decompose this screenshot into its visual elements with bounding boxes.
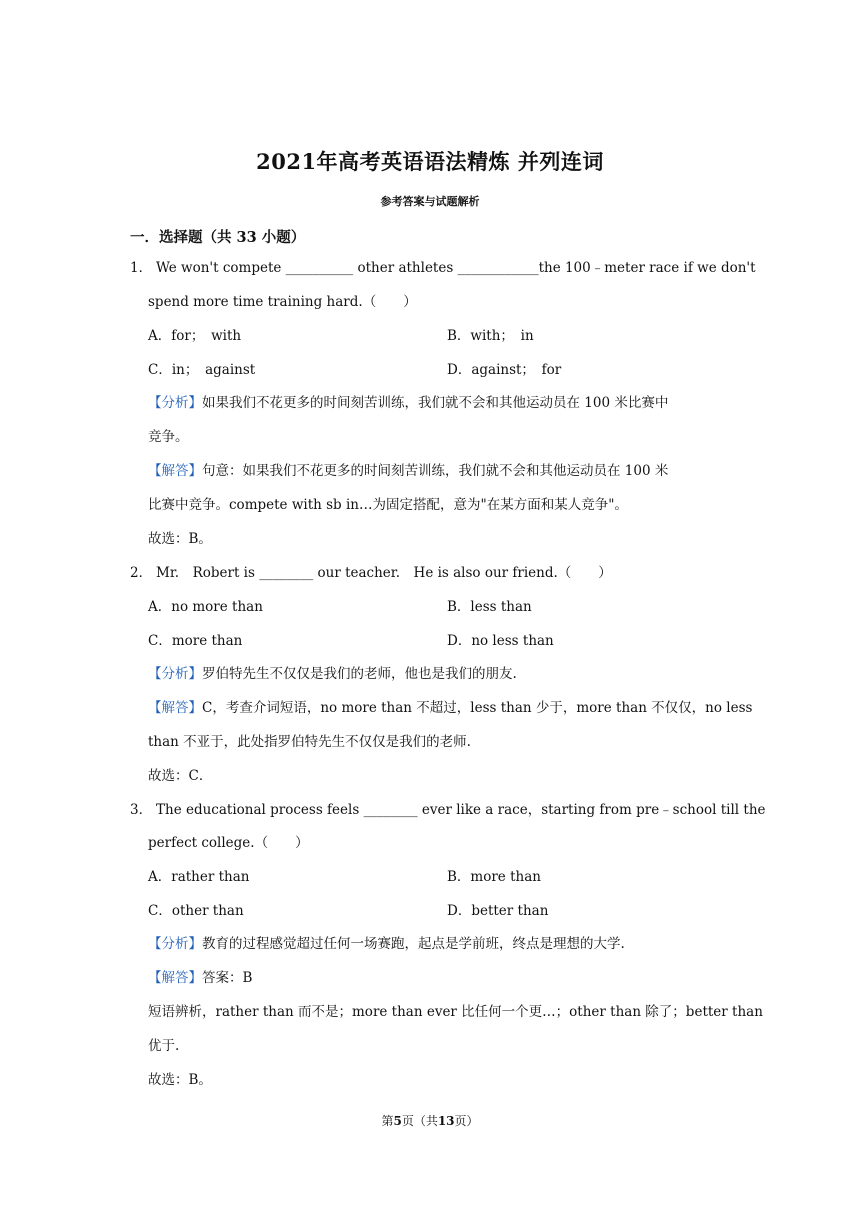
page-footer: [0, 1112, 860, 1129]
analysis-tag: 【分析】: [148, 936, 202, 952]
solution-text: 句意：如果我们不花更多的时间刻苦训练，我们就不会和其他运动员在 100 米: [202, 463, 669, 479]
analysis-text: 罗伯特先生不仅仅是我们的老师，他也是我们的朋友.: [202, 666, 517, 682]
option-b: B．less than: [447, 599, 532, 615]
option-c: C．more than: [148, 633, 243, 649]
explanation-line: 优于.: [148, 1038, 180, 1054]
explanation-line: 短语辨析，rather than 而不是；more than ever 比任何一个更…；other than 除了；better than: [148, 1004, 763, 1020]
option-c: C．other than: [148, 903, 244, 919]
question-number: 2．: [130, 565, 153, 581]
question-stem-line: spend more time training hard.（ ）: [148, 294, 417, 310]
analysis-line: [148, 394, 668, 412]
question-stem-line: perfect college.（ ）: [148, 835, 309, 851]
solution-line: [148, 699, 753, 717]
question-number: 1．: [130, 260, 153, 276]
question-stem-line: The educational process feels ________ ever like a race，starting from pre﹣school till the: [156, 802, 766, 818]
analysis-line: [148, 665, 517, 683]
solution-tag: 【解答】: [148, 970, 202, 986]
analysis-text: 教育的过程感觉超过任何一场赛跑，起点是学前班，终点是理想的大学.: [202, 936, 625, 952]
question-stem-line: We won't compete __________ other athletes ____________the 100﹣meter race if we don't: [156, 260, 756, 276]
footer-middle: 页（共: [401, 1114, 438, 1128]
footer-page-number: 5: [393, 1114, 402, 1128]
page-title: 2021年高考英语语法精炼 并列连词: [256, 149, 604, 174]
solution-text: C，考查介词短语，no more than 不超过，less than 少于，more than 不仅仅，no less: [202, 700, 753, 716]
question-number: 3．: [130, 802, 153, 818]
answer-line: 故选：B。: [148, 1072, 212, 1088]
option-b: B．with； in: [447, 328, 534, 344]
page-subtitle: 参考答案与试题解析: [380, 195, 480, 208]
analysis-line: [148, 935, 625, 953]
analysis-line: 竞争。: [148, 429, 189, 445]
option-a: A．rather than: [148, 869, 250, 885]
answer-line: 故选：B。: [148, 531, 212, 547]
option-d: D．better than: [447, 903, 549, 919]
option-d: D．no less than: [447, 633, 554, 649]
option-d: D．against； for: [447, 362, 562, 378]
solution-line: [148, 969, 252, 987]
option-a: A．for； with: [148, 328, 242, 344]
solution-line: 比赛中竞争。compete with sb in…为固定搭配，意为"在某方面和某人竞争"。: [148, 497, 628, 513]
option-c: C．in； against: [148, 362, 256, 378]
option-b: B．more than: [447, 869, 541, 885]
footer-total-pages: 13: [437, 1114, 455, 1128]
solution-line: [148, 462, 668, 480]
solution-text: 答案：B: [202, 970, 253, 986]
solution-tag: 【解答】: [148, 463, 202, 479]
question-stem-line: Mr. Robert is ________ our teacher. He is also our friend.（ ）: [156, 565, 612, 581]
footer-suffix: 页）: [454, 1114, 479, 1128]
analysis-tag: 【分析】: [148, 395, 202, 411]
analysis-text: 如果我们不花更多的时间刻苦训练，我们就不会和其他运动员在 100 米比赛中: [202, 395, 669, 411]
analysis-tag: 【分析】: [148, 666, 202, 682]
section-heading: 一．选择题（共 33 小题）: [130, 229, 306, 246]
option-a: A．no more than: [148, 599, 263, 615]
footer-prefix: 第: [381, 1114, 394, 1128]
solution-line: than 不亚于，此处指罗伯特先生不仅仅是我们的老师.: [148, 734, 471, 750]
solution-tag: 【解答】: [148, 700, 202, 716]
answer-line: 故选：C．: [148, 768, 213, 784]
